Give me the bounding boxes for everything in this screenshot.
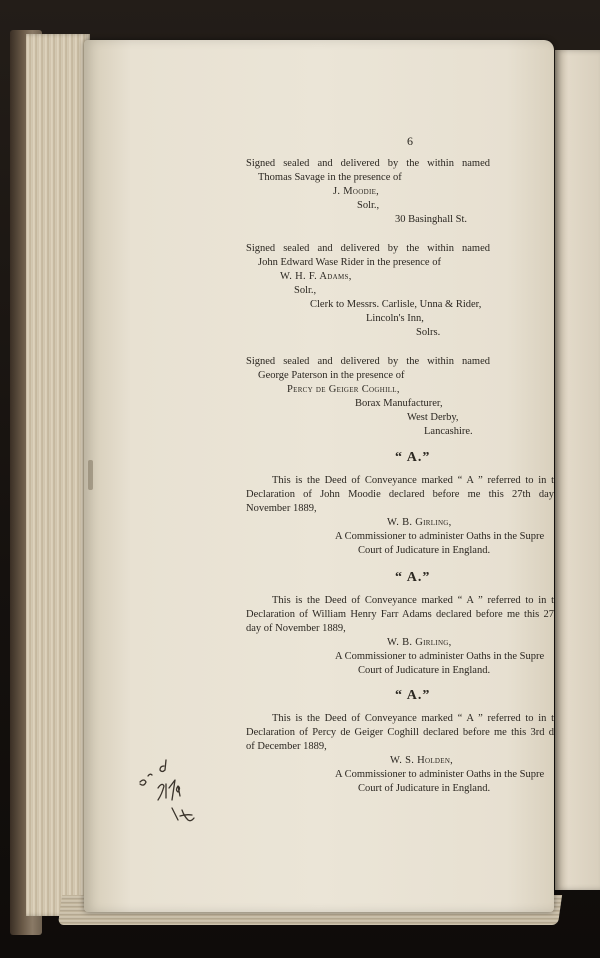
exhibit-text: This is the Deed of Conveyance marked “ A ” referred to in t	[272, 475, 554, 486]
exhibit-text: This is the Deed of Conveyance marked “ A ” referred to in t	[272, 595, 554, 606]
exhibit-text: of December 1889,	[246, 741, 327, 752]
witness-detail: Solr.,	[357, 200, 380, 211]
witness-detail: Borax Manufacturer,	[355, 398, 443, 409]
commissioner-title: Court of Judicature in England.	[358, 665, 491, 676]
commissioner-title: Court of Judicature in England.	[358, 545, 491, 556]
witness-line-2: John Edward Wase Rider in the presence of	[258, 257, 441, 268]
witness-detail: 30 Basinghall St.	[395, 214, 468, 225]
witness-name: Percy de Geiger Coghill,	[287, 384, 400, 395]
witness-line-2: Thomas Savage in the presence of	[258, 172, 402, 183]
witness-line-1: Signed sealed and delivered by the within named	[246, 243, 490, 254]
exhibit-text: Declaration of William Henry Farr Adams declared before me this 27	[246, 609, 554, 620]
commissioner-name: W. B. Girling,	[387, 517, 452, 528]
page-stain	[88, 460, 93, 490]
witness-detail: West Derby,	[407, 412, 459, 423]
exhibit-text: This is the Deed of Conveyance marked “ A ” referred to in t	[272, 713, 554, 724]
commissioner-title: A Commissioner to administer Oaths in the Supre	[335, 531, 545, 542]
facing-page-edge	[555, 50, 600, 890]
witness-detail: Lincoln's Inn,	[366, 313, 424, 324]
exhibit-text: November 1889,	[246, 503, 317, 514]
witness-name: J. Moodie,	[333, 186, 380, 197]
exhibit-heading: “ A.”	[395, 688, 431, 703]
exhibit-text: Declaration of Percy de Geiger Coghill declared before me this 3rd d	[246, 727, 554, 738]
commissioner-name: W. B. Girling,	[387, 637, 452, 648]
witness-detail: Lancashire.	[424, 426, 473, 437]
witness-detail: Clerk to Messrs. Carlisle, Unna & Rider,	[310, 299, 482, 310]
commissioner-name: W. S. Holden,	[390, 755, 454, 766]
exhibit-text: day of November 1889,	[246, 623, 346, 634]
witness-name: W. H. F. Adams,	[280, 271, 352, 282]
handwritten-annotation	[138, 758, 198, 828]
exhibit-heading: “ A.”	[395, 450, 431, 465]
exhibit-heading: “ A.”	[395, 570, 431, 585]
commissioner-title: Court of Judicature in England.	[358, 783, 491, 794]
page-edges	[26, 34, 90, 916]
commissioner-title: A Commissioner to administer Oaths in the Supre	[335, 769, 545, 780]
witness-detail: Solrs.	[416, 327, 441, 338]
page-number: 6	[407, 134, 413, 148]
exhibit-text: Declaration of John Moodie declared before me this 27th day	[246, 489, 554, 500]
witness-line-1: Signed sealed and delivered by the within named	[246, 356, 490, 367]
commissioner-title: A Commissioner to administer Oaths in the Supre	[335, 651, 545, 662]
witness-line-2: George Paterson in the presence of	[258, 370, 405, 381]
witness-line-1: Signed sealed and delivered by the within named	[246, 158, 490, 169]
witness-detail: Solr.,	[294, 285, 317, 296]
